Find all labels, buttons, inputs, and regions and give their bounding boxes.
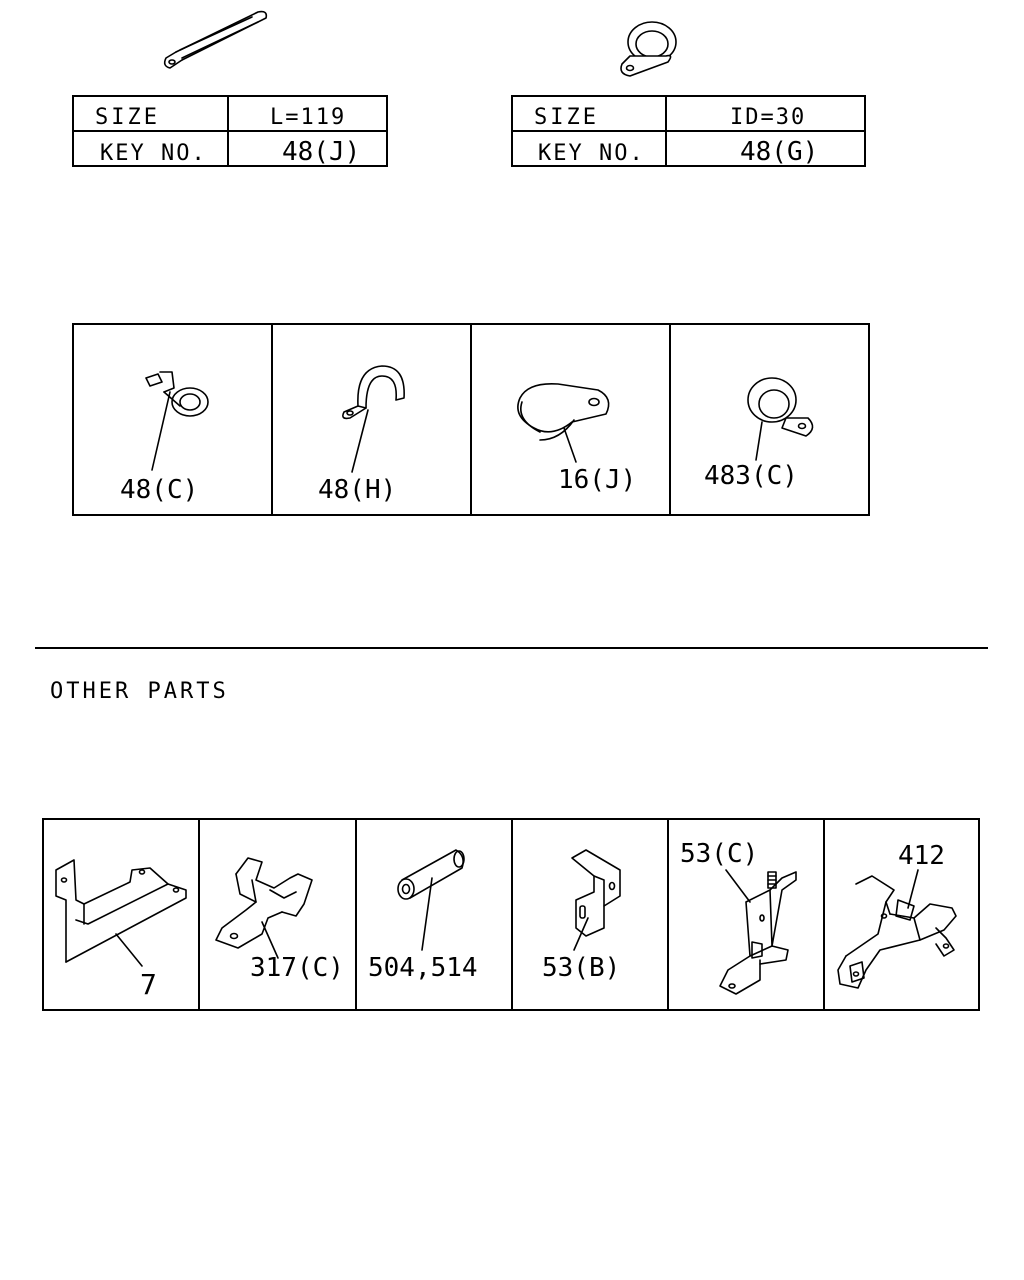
round-p-clamp-icon [748,378,813,460]
spacer-tube-icon [398,850,464,950]
spec-table-2 [512,96,865,167]
size-value: L=119 [270,105,347,130]
part-label-53c: 53(C) [680,839,759,869]
part-label-504-514: 504,514 [368,953,478,983]
key-value: 48(J) [282,137,361,167]
spec-table-1 [73,96,387,167]
key-value: 48(G) [740,137,819,167]
bracket-icon [56,860,186,966]
section-title: OTHER PARTS [50,679,229,704]
strap-clamp-icon [165,12,267,68]
saddle-clamp-icon [343,366,404,472]
flat-p-clamp-icon [518,384,609,462]
size-label: SIZE [534,105,599,130]
key-label: KEY NO. [538,141,645,166]
key-label: KEY NO. [100,141,207,166]
part-label-412: 412 [898,841,945,871]
size-label: SIZE [95,105,160,130]
clamp-panel [73,324,869,515]
stud-bracket-icon [720,870,796,994]
other-parts-panel [43,819,979,1010]
part-label-53b: 53(B) [542,953,621,983]
mounting-bracket-icon [838,870,956,988]
part-label-7: 7 [140,968,157,1001]
clip-bracket-icon [216,858,312,958]
clamp-label-48h: 48(H) [318,475,397,505]
clamp-label-16j: 16(J) [558,465,637,495]
clamp-label-483c: 483(C) [704,461,798,491]
clamp-label-48c: 48(C) [120,475,199,505]
size-value: ID=30 [730,105,807,130]
clip-clamp-icon [146,372,208,470]
part-label-317c: 317(C) [250,953,344,983]
l-bracket-icon [572,850,620,950]
p-clamp-icon [621,22,676,76]
